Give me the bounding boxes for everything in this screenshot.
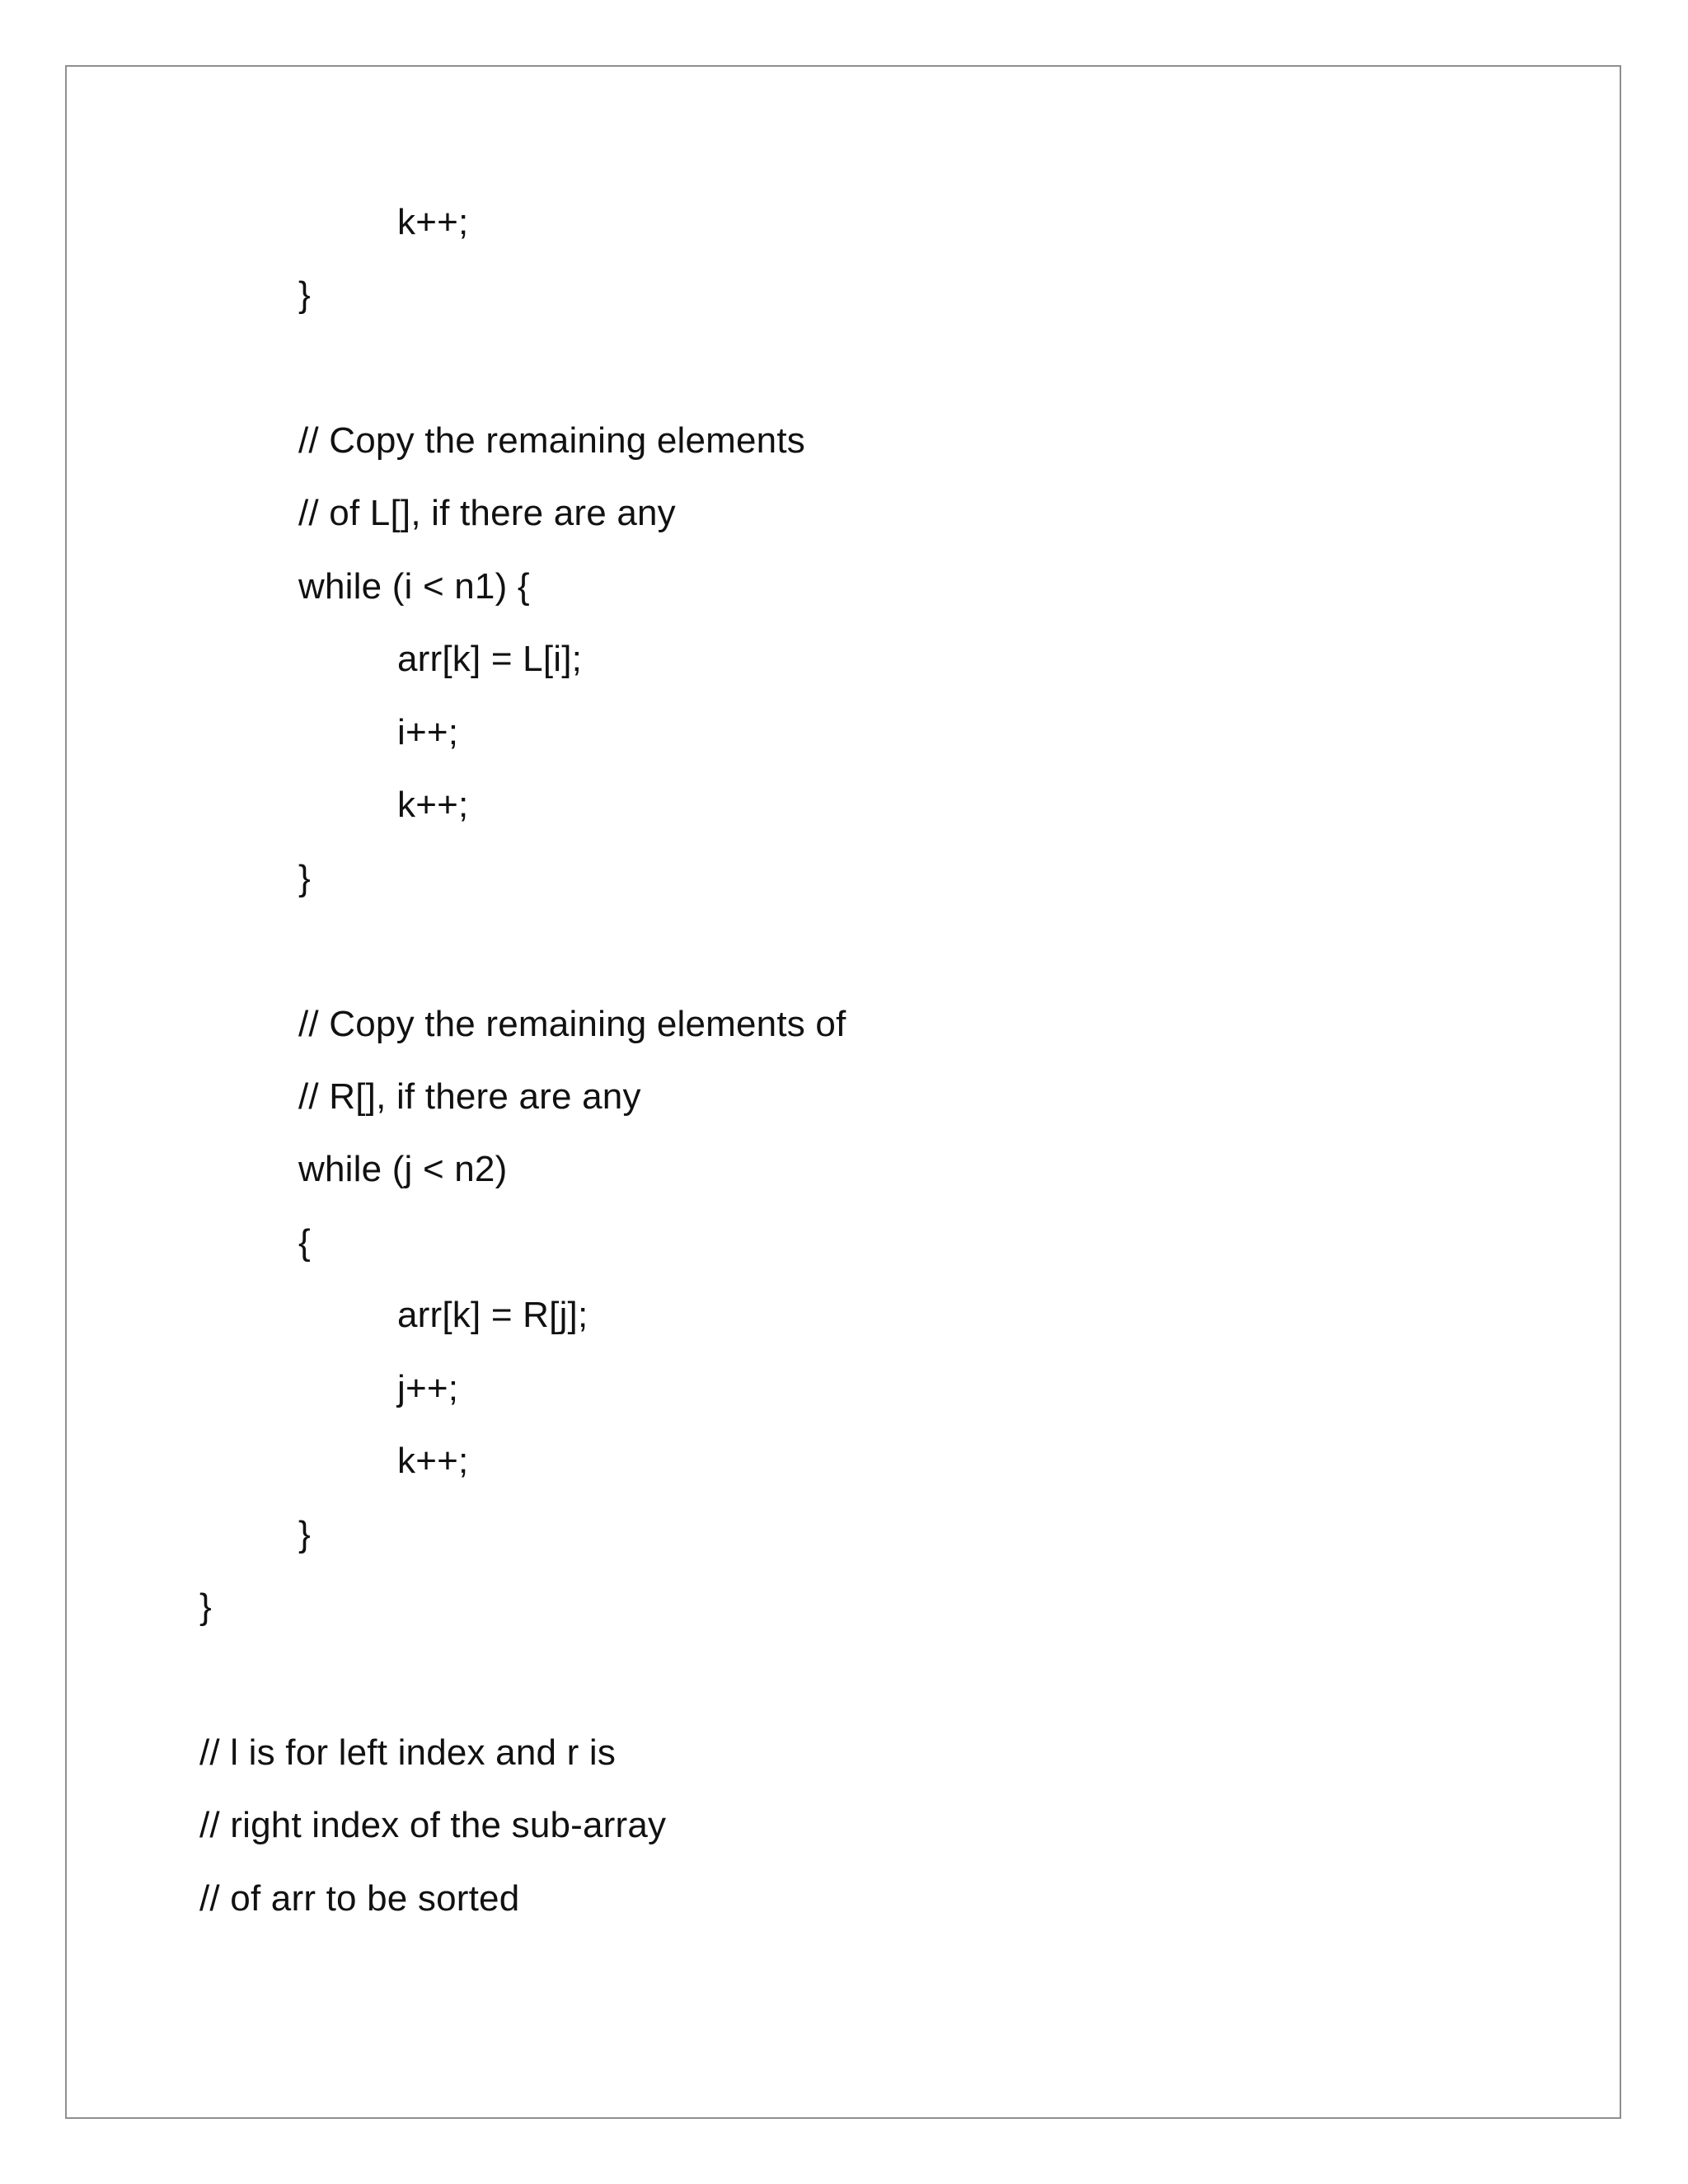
code-line-k-increment-3: k++;: [397, 1441, 469, 1481]
code-comment-index-1: // l is for left index and r is: [199, 1732, 617, 1773]
code-line-close-brace-2: }: [298, 858, 311, 898]
code-line-while-j: while (j < n2): [298, 1149, 508, 1189]
code-comment-copy-left-2: // of L[], if there are any: [298, 493, 676, 533]
code-line-assign-left: arr[k] = L[i];: [397, 639, 583, 679]
code-line-close-function: }: [199, 1586, 212, 1627]
code-line-k-increment-2: k++;: [397, 785, 469, 825]
code-line-assign-right: arr[k] = R[j];: [397, 1295, 588, 1335]
code-comment-copy-right-1: // Copy the remaining elements of: [298, 1004, 846, 1044]
code-line-close-brace-1: }: [298, 274, 311, 315]
code-line-while-i: while (i < n1) {: [298, 566, 530, 607]
code-line-k-increment-1: k++;: [397, 202, 469, 242]
code-comment-copy-left-1: // Copy the remaining elements: [298, 420, 805, 461]
code-line-open-brace: {: [298, 1222, 311, 1263]
code-comment-index-2: // right index of the sub-array: [199, 1805, 667, 1845]
code-line-i-increment: i++;: [397, 712, 459, 752]
code-line-j-increment: j++;: [397, 1368, 459, 1408]
code-comment-copy-right-2: // R[], if there are any: [298, 1076, 641, 1117]
code-comment-index-3: // of arr to be sorted: [199, 1878, 520, 1919]
code-line-close-brace-3: }: [298, 1514, 311, 1554]
